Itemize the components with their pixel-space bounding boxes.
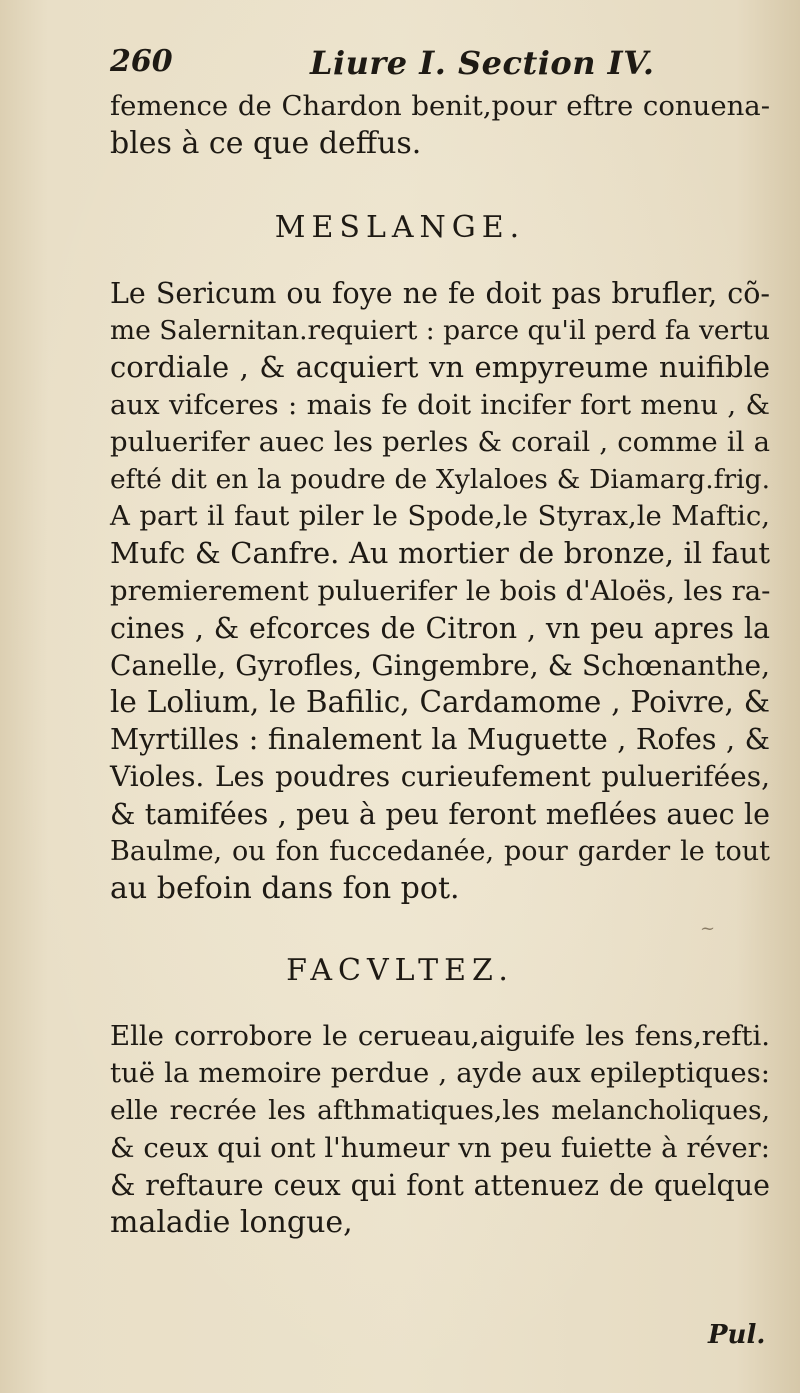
text-line: Baulme, ou fon fuccedanée, pour garder le tout	[110, 835, 770, 867]
text-line: bles à ce que deffus.	[110, 126, 422, 162]
text-line: tuë la memoire perdue , ayde aux epileptiques:	[110, 1057, 770, 1090]
decorative-flourish: ~	[700, 918, 716, 939]
facultez-paragraph	[110, 1018, 770, 1241]
text-line: & tamifées , peu à peu feront meflées auec le	[110, 797, 770, 831]
text-line: Violes. Les poudres curieufement puluerifées,	[110, 760, 770, 794]
text-line: premierement puluerifer le bois d'Aloës, les ra-	[110, 574, 771, 607]
running-head: Liure I. Section IV.	[310, 44, 655, 82]
text-line: A part il faut piler le Spode,le Styrax,le Maftic,	[110, 500, 770, 533]
text-line: maladie longue,	[110, 1204, 353, 1240]
section-heading-meslange: MESLANGE.	[274, 210, 526, 245]
text-line: & reftaure ceux qui font attenuez de quelque	[110, 1168, 770, 1202]
intro-paragraph	[110, 88, 770, 162]
text-line: Mufc & Canfre. Au mortier de bronze, il faut	[110, 536, 770, 571]
text-line: le Lolium, le Bafilic, Cardamome , Poivre, &	[110, 685, 770, 720]
text-line: Canelle, Gyrofles, Gingembre, & Schœnanthe,	[110, 648, 770, 682]
text-line: au befoin dans fon pot.	[110, 871, 460, 906]
page-number: 260	[110, 44, 173, 79]
text-line: me Salernitan.requiert : parce qu'il perd fa vertu	[110, 315, 770, 347]
catchword: Pul.	[708, 1320, 766, 1350]
text-line: femence de Chardon benit,pour eftre conuena-	[110, 90, 770, 122]
text-line: Myrtilles : finalement la Muguette , Rofes , &	[110, 723, 770, 757]
section-heading-facultez: FACVLTEZ.	[286, 953, 514, 988]
text-line: cordiale , & acquiert vn empyreume nuifible	[110, 350, 770, 385]
text-line: Le Sericum ou foye ne fe doit pas brufler, cõ-	[110, 277, 770, 310]
page-header	[110, 44, 670, 94]
text-line: Elle corrobore le cerueau,aiguife les fens,refti.	[110, 1020, 770, 1052]
text-line: elle recrée les afthmatiques,les melancholiques,	[110, 1095, 770, 1127]
text-line: puluerifer auec les perles & corail , comme il a	[110, 425, 770, 458]
text-line: cines , & efcorces de Citron , vn peu apres la	[110, 611, 770, 645]
meslange-paragraph	[110, 275, 770, 907]
text-line: efté dit en la poudre de Xylaloes & Diamarg.frig.	[110, 463, 770, 495]
text-line: aux vifceres : mais fe doit incifer fort menu , &	[110, 388, 770, 421]
text-line: & ceux qui ont l'humeur vn peu fuiette à réver:	[110, 1131, 770, 1164]
